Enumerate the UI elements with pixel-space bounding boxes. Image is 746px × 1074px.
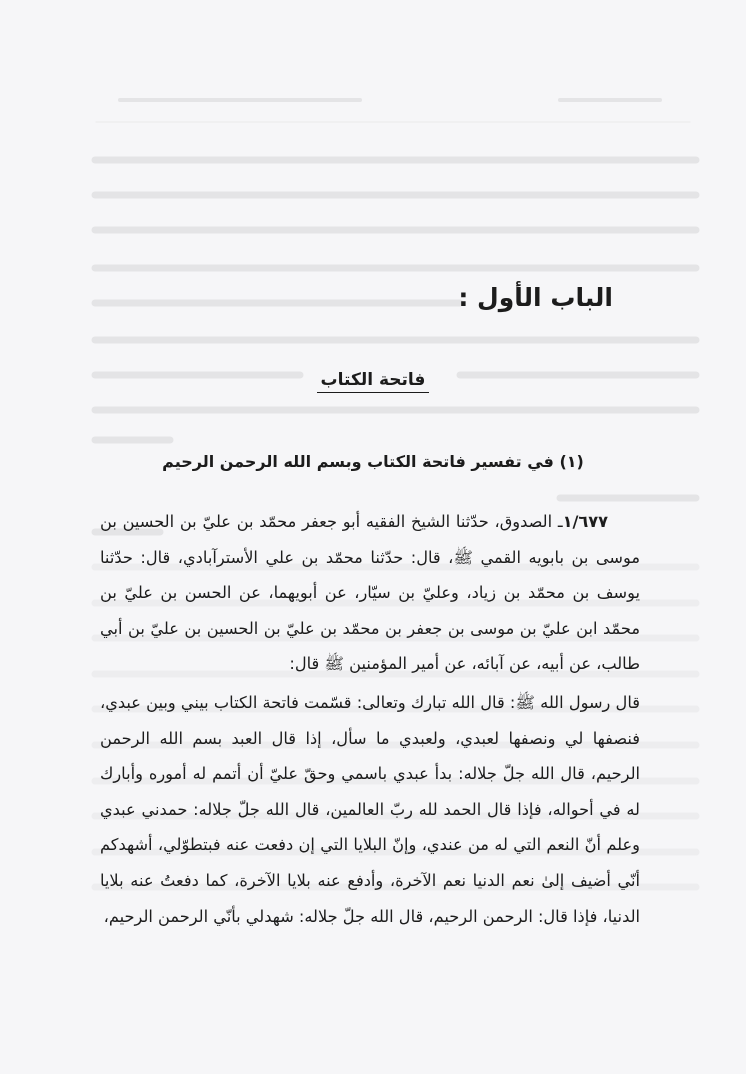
- isnad-paragraph: [100, 504, 640, 682]
- subsection-title: (١) في تفسير فاتحة الكتاب وبسم الله الرحمن الرحيم: [162, 452, 584, 471]
- isnad-text: ـ الصدوق، حدّثنا الشيخ الفقيه أبو جعفر محمّد بن عليّ بن الحسين بن موسى بن بابويه القمي ﷺ، قال: حدّثنا محمّد بن علي الأسترآبادي، قال: حدّثنا يوسف بن محمّد بن زياد، وعليّ بن سيّار، عن أبويهما، عن الحسن بن عليّ بن محمّد ابن عليّ بن موسى بن جعفر بن محمّد بن عليّ بن الحسين بن عليّ بن أبي طالب، عن أبيه، عن آبائه، عن أمير المؤمنين ﷺ قال:: [100, 512, 640, 674]
- body-text: [100, 504, 640, 934]
- hadith-paragraph: قال رسول الله ﷺ: قال الله تبارك وتعالى: قسّمت فاتحة الكتاب بيني وبين عبدي، فنصفها لي ونصفها لعبدي، ولعبدي ما سأل، إذا قال العبد بسم الله الرحمن الرحيم، قال الله جلّ جلاله: بدأ عبدي باسمي وحقّ عليّ أن أتمم له أموره وأبارك له في أحواله، فإذا قال الحمد لله ربّ العالمين، قال الله جلّ جلاله: حمدني عبدي وعلم أنّ النعم التي له من عندي، وإنّ البلايا التي إن دفعت عنه فبتطوّلي، أشهدكم أنّي أضيف إلىٰ نعم الدنيا نعم الآخرة، وأدفع عنه بلايا الآخرة، كما دفعتُ عنه بلايا الدنيا، فإذا قال: الرحمن الرحيم، قال الله جلّ جلاله: شهدلي بأنّي الرحمن الرحيم،: [100, 692, 640, 926]
- section-title-text: فاتحة الكتاب: [317, 370, 430, 393]
- chapter-title: الباب الأول :: [458, 283, 613, 312]
- hadith-number: ١/٦٧٧: [562, 512, 608, 531]
- section-title: [0, 370, 746, 390]
